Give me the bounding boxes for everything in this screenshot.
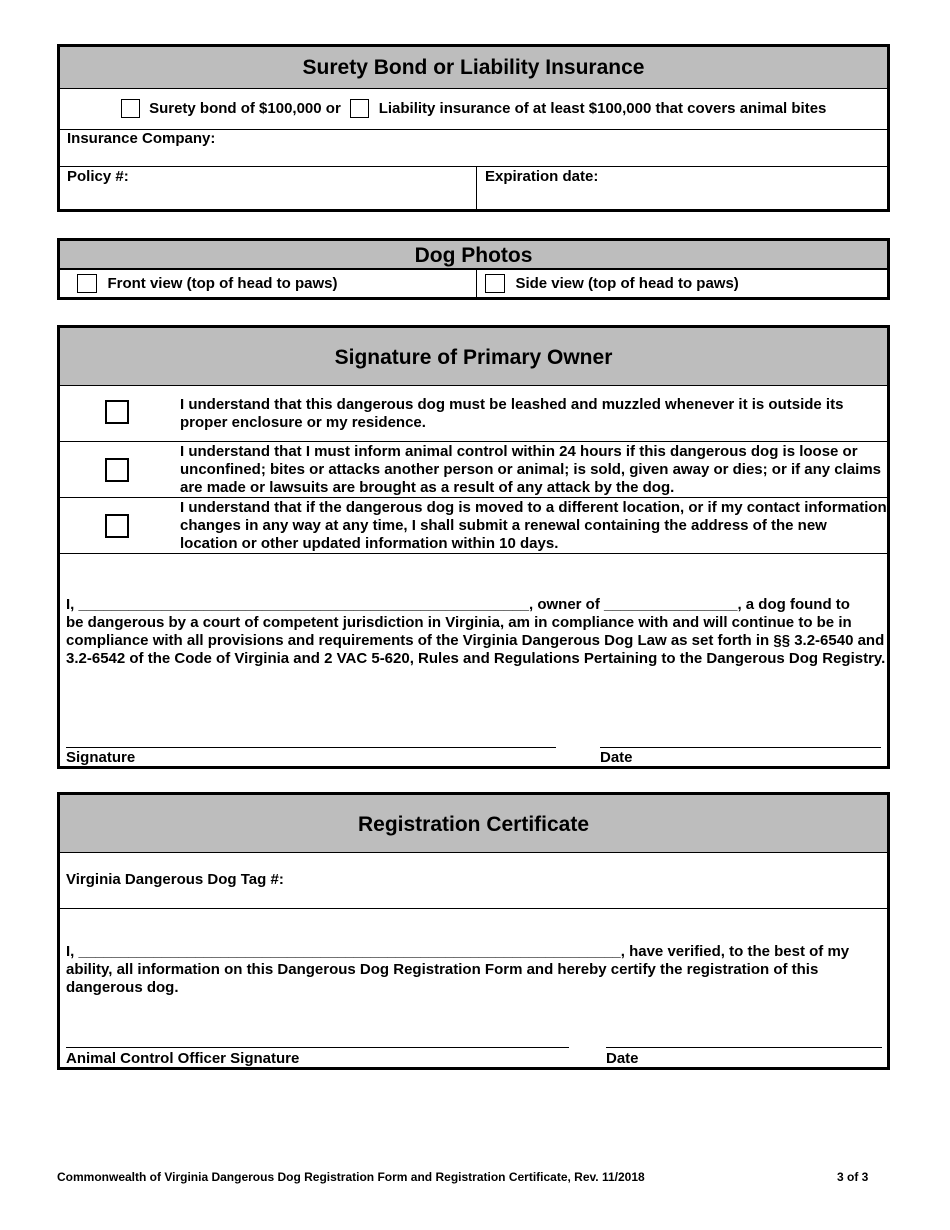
registration-certificate-section — [57, 792, 890, 1070]
officer-signature-line[interactable] — [66, 1047, 569, 1048]
footer-form-name: Commonwealth of Virginia Dangerous Dog Registration Form and Registration Certificate, Rev. 11/2018 — [57, 1170, 645, 1184]
acknowledgement-text-leash: I understand that this dangerous dog must be leashed and muzzled whenever it is outside its proper enclosure or my residence. — [180, 396, 844, 431]
insurance-title: Surety Bond or Liability Insurance — [60, 47, 887, 89]
front-view-option — [60, 270, 477, 297]
insurance-company-field[interactable] — [60, 130, 887, 167]
acknowledgement-row — [60, 442, 887, 498]
certificate-statement-line1: I, _________________________________________________________________, have verified, to the best of my — [66, 943, 850, 960]
policy-row — [60, 167, 887, 212]
side-view-label: Side view (top of head to paws) — [515, 275, 739, 292]
front-view-checkbox[interactable] — [77, 274, 97, 293]
acknowledgement-text-inform: I understand that I must inform animal control within 24 hours if this dangerous dog is loose or unconfined; bites or attacks another person or animal; is sold, given away or dies; or if any claims are made or lawsuits are brought as a result of any attack by the dog. — [180, 443, 882, 496]
owner-statement-body: be dangerous by a court of competent jurisdiction in Virginia, am in compliance with and will continue to be in compliance with all provisions and requirements of the Virginia Dangerous Dog Law as set forth in §§ 3.2-6540 and 3.2-6542 of the Code of Virginia and 2 VAC 5-620, Rules and Regulations Pertaining to the Dangerous Dog Registry. — [66, 614, 886, 667]
acknowledgement-text-relocation: I understand that if the dangerous dog is moved to a different location, or if my contact information changes in any way at any time, I shall submit a renewal containing the address of the new location or other updated information within 10 days. — [180, 499, 887, 552]
liability-insurance-label: Liability insurance of at least $100,000 that covers animal bites — [378, 100, 827, 117]
insurance-section — [57, 44, 890, 212]
side-view-checkbox[interactable] — [485, 274, 505, 293]
surety-bond-checkbox[interactable] — [121, 99, 140, 118]
officer-date-line[interactable] — [606, 1047, 882, 1048]
acknowledgement-row — [60, 498, 887, 554]
side-view-option — [477, 270, 887, 297]
certificate-statement — [66, 943, 876, 997]
owner-statement-line1: I, ______________________________________________________, owner of ________________, a dog found to — [66, 596, 850, 613]
acknowledgement-row — [60, 386, 887, 442]
owner-signature-label: Signature — [66, 749, 136, 766]
surety-bond-label: Surety bond of $100,000 or — [149, 100, 341, 117]
liability-insurance-checkbox[interactable] — [350, 99, 369, 118]
dog-photos-row — [60, 270, 887, 297]
footer-page-number: 3 of 3 — [837, 1170, 869, 1184]
dog-photos-section — [57, 238, 890, 300]
officer-date-label: Date — [606, 1050, 639, 1067]
expiration-date-field[interactable] — [477, 167, 887, 212]
registration-certificate-title: Registration Certificate — [60, 795, 887, 853]
certificate-statement-body: ability, all information on this Dangerous Dog Registration Form and hereby certify the registration of this dangerous dog. — [66, 961, 819, 996]
insurance-options-row — [60, 89, 887, 130]
expiration-date-label: Expiration date: — [485, 168, 599, 185]
owner-signature-line[interactable] — [66, 747, 556, 748]
owner-signature-section — [57, 325, 890, 769]
owner-signature-title: Signature of Primary Owner — [60, 328, 887, 386]
policy-number-label: Policy #: — [67, 168, 129, 185]
dog-tag-field[interactable] — [60, 853, 887, 909]
owner-date-line[interactable] — [600, 747, 881, 748]
policy-number-field[interactable] — [60, 167, 477, 212]
owner-date-label: Date — [600, 749, 633, 766]
dog-photos-title: Dog Photos — [60, 241, 887, 270]
officer-signature-label: Animal Control Officer Signature — [66, 1050, 300, 1067]
dog-tag-label: Virginia Dangerous Dog Tag #: — [66, 871, 284, 888]
insurance-company-label: Insurance Company: — [67, 130, 216, 147]
acknowledgement-checkbox-relocation[interactable] — [105, 514, 129, 538]
acknowledgement-checkbox-inform[interactable] — [105, 458, 129, 482]
acknowledgement-checkbox-leash[interactable] — [105, 400, 129, 424]
front-view-label: Front view (top of head to paws) — [107, 275, 338, 292]
owner-statement — [66, 596, 886, 668]
